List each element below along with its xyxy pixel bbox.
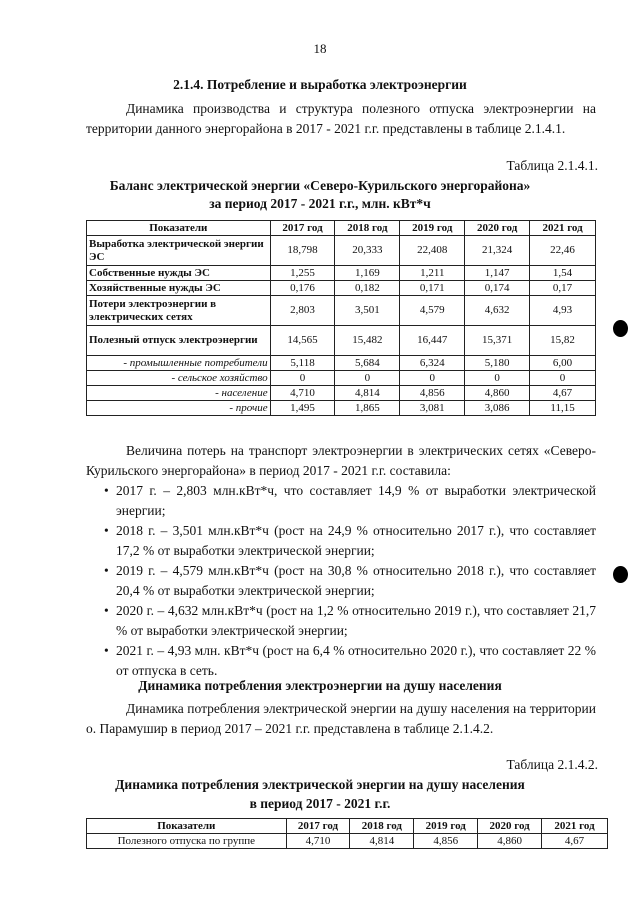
- cell-value: 0,171: [400, 281, 465, 296]
- header-2020: 2020 год: [478, 819, 542, 834]
- cell-value: 2,803: [270, 296, 335, 326]
- section2-title: Динамика потребления электроэнергии на душу населения: [138, 678, 502, 693]
- cell-value: 0: [400, 371, 465, 386]
- losses-section: [86, 441, 596, 681]
- header-indicators: Показатели: [87, 819, 287, 834]
- cell-value: 15,482: [335, 326, 400, 356]
- header-2020: 2020 год: [465, 221, 530, 236]
- header-2017: 2017 год: [286, 819, 350, 834]
- binder-hole-icon: [613, 320, 628, 337]
- cell-value: 5,180: [465, 356, 530, 371]
- row-label: Выработка электрической энергии ЭС: [87, 236, 271, 266]
- energy-balance-table: [86, 220, 596, 416]
- cell-value: 3,501: [335, 296, 400, 326]
- per-capita-consumption-table: [86, 818, 608, 849]
- cell-value: 5,684: [335, 356, 400, 371]
- list-item-text: 2018 г. – 3,501 млн.кВт*ч (рост на 24,9 % относительно 2017 г.), что составляет 17,2 % от выработки электрической энергии;: [116, 523, 596, 558]
- section2-intro-text: Динамика потребления электрической энергии на душу населения на территории о. Парамушир в период 2017 – 2021 г.г. представлена в таблице 2.1.4.2.: [86, 701, 596, 736]
- cell-value: 1,255: [270, 266, 335, 281]
- list-item-text: 2021 г. – 4,93 млн. кВт*ч (рост на 6,4 % относительно 2020 г.), что составляет 22 % от отпуска в сеть.: [116, 643, 596, 678]
- row-label: Полезного отпуска по группе: [87, 834, 287, 849]
- cell-value: 1,211: [400, 266, 465, 281]
- bullet-icon: •: [104, 563, 109, 578]
- header-2018: 2018 год: [335, 221, 400, 236]
- table-row: [87, 281, 596, 296]
- cell-value: 1,169: [335, 266, 400, 281]
- cell-value: 1,865: [335, 401, 400, 416]
- row-label: - сельское хозяйство: [87, 371, 271, 386]
- section2-intro-paragraph: [86, 699, 596, 739]
- list-item-text: 2019 г. – 4,579 млн.кВт*ч (рост на 30,8 % относительно 2018 г.), что составляет 20,4 % от выработки электрической энергии;: [116, 563, 596, 598]
- cell-value: 4,860: [465, 386, 530, 401]
- cell-value: 4,579: [400, 296, 465, 326]
- cell-value: 4,67: [530, 386, 596, 401]
- cell-value: 0,17: [530, 281, 596, 296]
- cell-value: 1,495: [270, 401, 335, 416]
- header-2017: 2017 год: [270, 221, 335, 236]
- losses-list: [86, 481, 596, 681]
- cell-value: 6,00: [530, 356, 596, 371]
- row-label: Собственные нужды ЭС: [87, 266, 271, 281]
- cell-value: 16,447: [400, 326, 465, 356]
- list-item: [86, 561, 596, 601]
- cell-value: 4,856: [414, 834, 478, 849]
- cell-value: 11,15: [530, 401, 596, 416]
- cell-value: 22,46: [530, 236, 596, 266]
- cell-value: 3,086: [465, 401, 530, 416]
- table-header-row: [87, 221, 596, 236]
- binder-hole-icon: [613, 566, 628, 583]
- row-label: - население: [87, 386, 271, 401]
- page-number: 18: [313, 41, 327, 56]
- header-2018: 2018 год: [350, 819, 414, 834]
- table-row: [87, 266, 596, 281]
- cell-value: 15,371: [465, 326, 530, 356]
- table2-title-line2: в период 2017 - 2021 г.г.: [249, 796, 391, 811]
- cell-value: 14,565: [270, 326, 335, 356]
- row-label: Полезный отпуск электроэнергии: [87, 326, 271, 356]
- cell-value: 4,67: [542, 834, 608, 849]
- table-row: [87, 371, 596, 386]
- bullet-icon: •: [104, 643, 109, 658]
- row-label: - прочие: [87, 401, 271, 416]
- header-2021: 2021 год: [542, 819, 608, 834]
- cell-value: 4,632: [465, 296, 530, 326]
- list-item-text: 2020 г. – 4,632 млн.кВт*ч (рост на 1,2 % относительно 2019 г.), что составляет 21,7 % от выработки электрической энергии;: [116, 603, 596, 638]
- section-intro-paragraph: [86, 99, 596, 139]
- row-label: Потери электроэнергии в электрических сетях: [87, 296, 271, 326]
- header-indicators: Показатели: [87, 221, 271, 236]
- cell-value: 1,54: [530, 266, 596, 281]
- cell-value: 1,147: [465, 266, 530, 281]
- table-row: [87, 236, 596, 266]
- list-item: [86, 521, 596, 561]
- cell-value: 18,798: [270, 236, 335, 266]
- section-title: 2.1.4. Потребление и выработка электроэнергии: [173, 77, 467, 92]
- row-label: Хозяйственные нужды ЭС: [87, 281, 271, 296]
- cell-value: 4,814: [350, 834, 414, 849]
- list-item: [86, 641, 596, 681]
- cell-value: 0,174: [465, 281, 530, 296]
- table1-caption: Таблица 2.1.4.1.: [506, 158, 598, 173]
- cell-value: 22,408: [400, 236, 465, 266]
- header-2019: 2019 год: [400, 221, 465, 236]
- cell-value: 3,081: [400, 401, 465, 416]
- bullet-icon: •: [104, 523, 109, 538]
- table1-title-line1: Баланс электрической энергии «Северо-Курильского энергорайона»: [109, 178, 531, 193]
- header-2021: 2021 год: [530, 221, 596, 236]
- cell-value: 4,93: [530, 296, 596, 326]
- section-intro-text: Динамика производства и структура полезного отпуска электроэнергии на территории данного энергорайона в 2017 - 2021 г.г. представлены в таблице 2.1.4.1.: [86, 101, 596, 136]
- cell-value: 15,82: [530, 326, 596, 356]
- bullet-icon: •: [104, 603, 109, 618]
- table1-title-line2: за период 2017 - 2021 г.г., млн. кВт*ч: [209, 196, 431, 211]
- row-label: - промышленные потребители: [87, 356, 271, 371]
- header-2019: 2019 год: [414, 819, 478, 834]
- losses-intro: Величина потерь на транспорт электроэнергии в электрических сетях «Северо-Курильского энергорайона» в период 2017 - 2021 г.г. составила:: [86, 443, 596, 478]
- table-row: [87, 296, 596, 326]
- table-row: [87, 356, 596, 371]
- cell-value: 21,324: [465, 236, 530, 266]
- table-row: [87, 401, 596, 416]
- table-row: [87, 834, 608, 849]
- cell-value: 0: [530, 371, 596, 386]
- cell-value: 5,118: [270, 356, 335, 371]
- cell-value: 4,860: [478, 834, 542, 849]
- cell-value: 0: [335, 371, 400, 386]
- table-header-row: [87, 819, 608, 834]
- list-item: [86, 481, 596, 521]
- table-row: [87, 386, 596, 401]
- cell-value: 0,176: [270, 281, 335, 296]
- cell-value: 0: [270, 371, 335, 386]
- table-row: [87, 326, 596, 356]
- bullet-icon: •: [104, 483, 109, 498]
- cell-value: 0,182: [335, 281, 400, 296]
- cell-value: 20,333: [335, 236, 400, 266]
- list-item-text: 2017 г. – 2,803 млн.кВт*ч, что составляет 14,9 % от выработки электрической энергии;: [116, 483, 596, 518]
- list-item: [86, 601, 596, 641]
- cell-value: 4,710: [286, 834, 350, 849]
- table2-caption: Таблица 2.1.4.2.: [506, 757, 598, 772]
- cell-value: 4,856: [400, 386, 465, 401]
- cell-value: 4,710: [270, 386, 335, 401]
- table2-title-line1: Динамика потребления электрической энергии на душу населения: [115, 777, 525, 792]
- cell-value: 4,814: [335, 386, 400, 401]
- cell-value: 6,324: [400, 356, 465, 371]
- cell-value: 0: [465, 371, 530, 386]
